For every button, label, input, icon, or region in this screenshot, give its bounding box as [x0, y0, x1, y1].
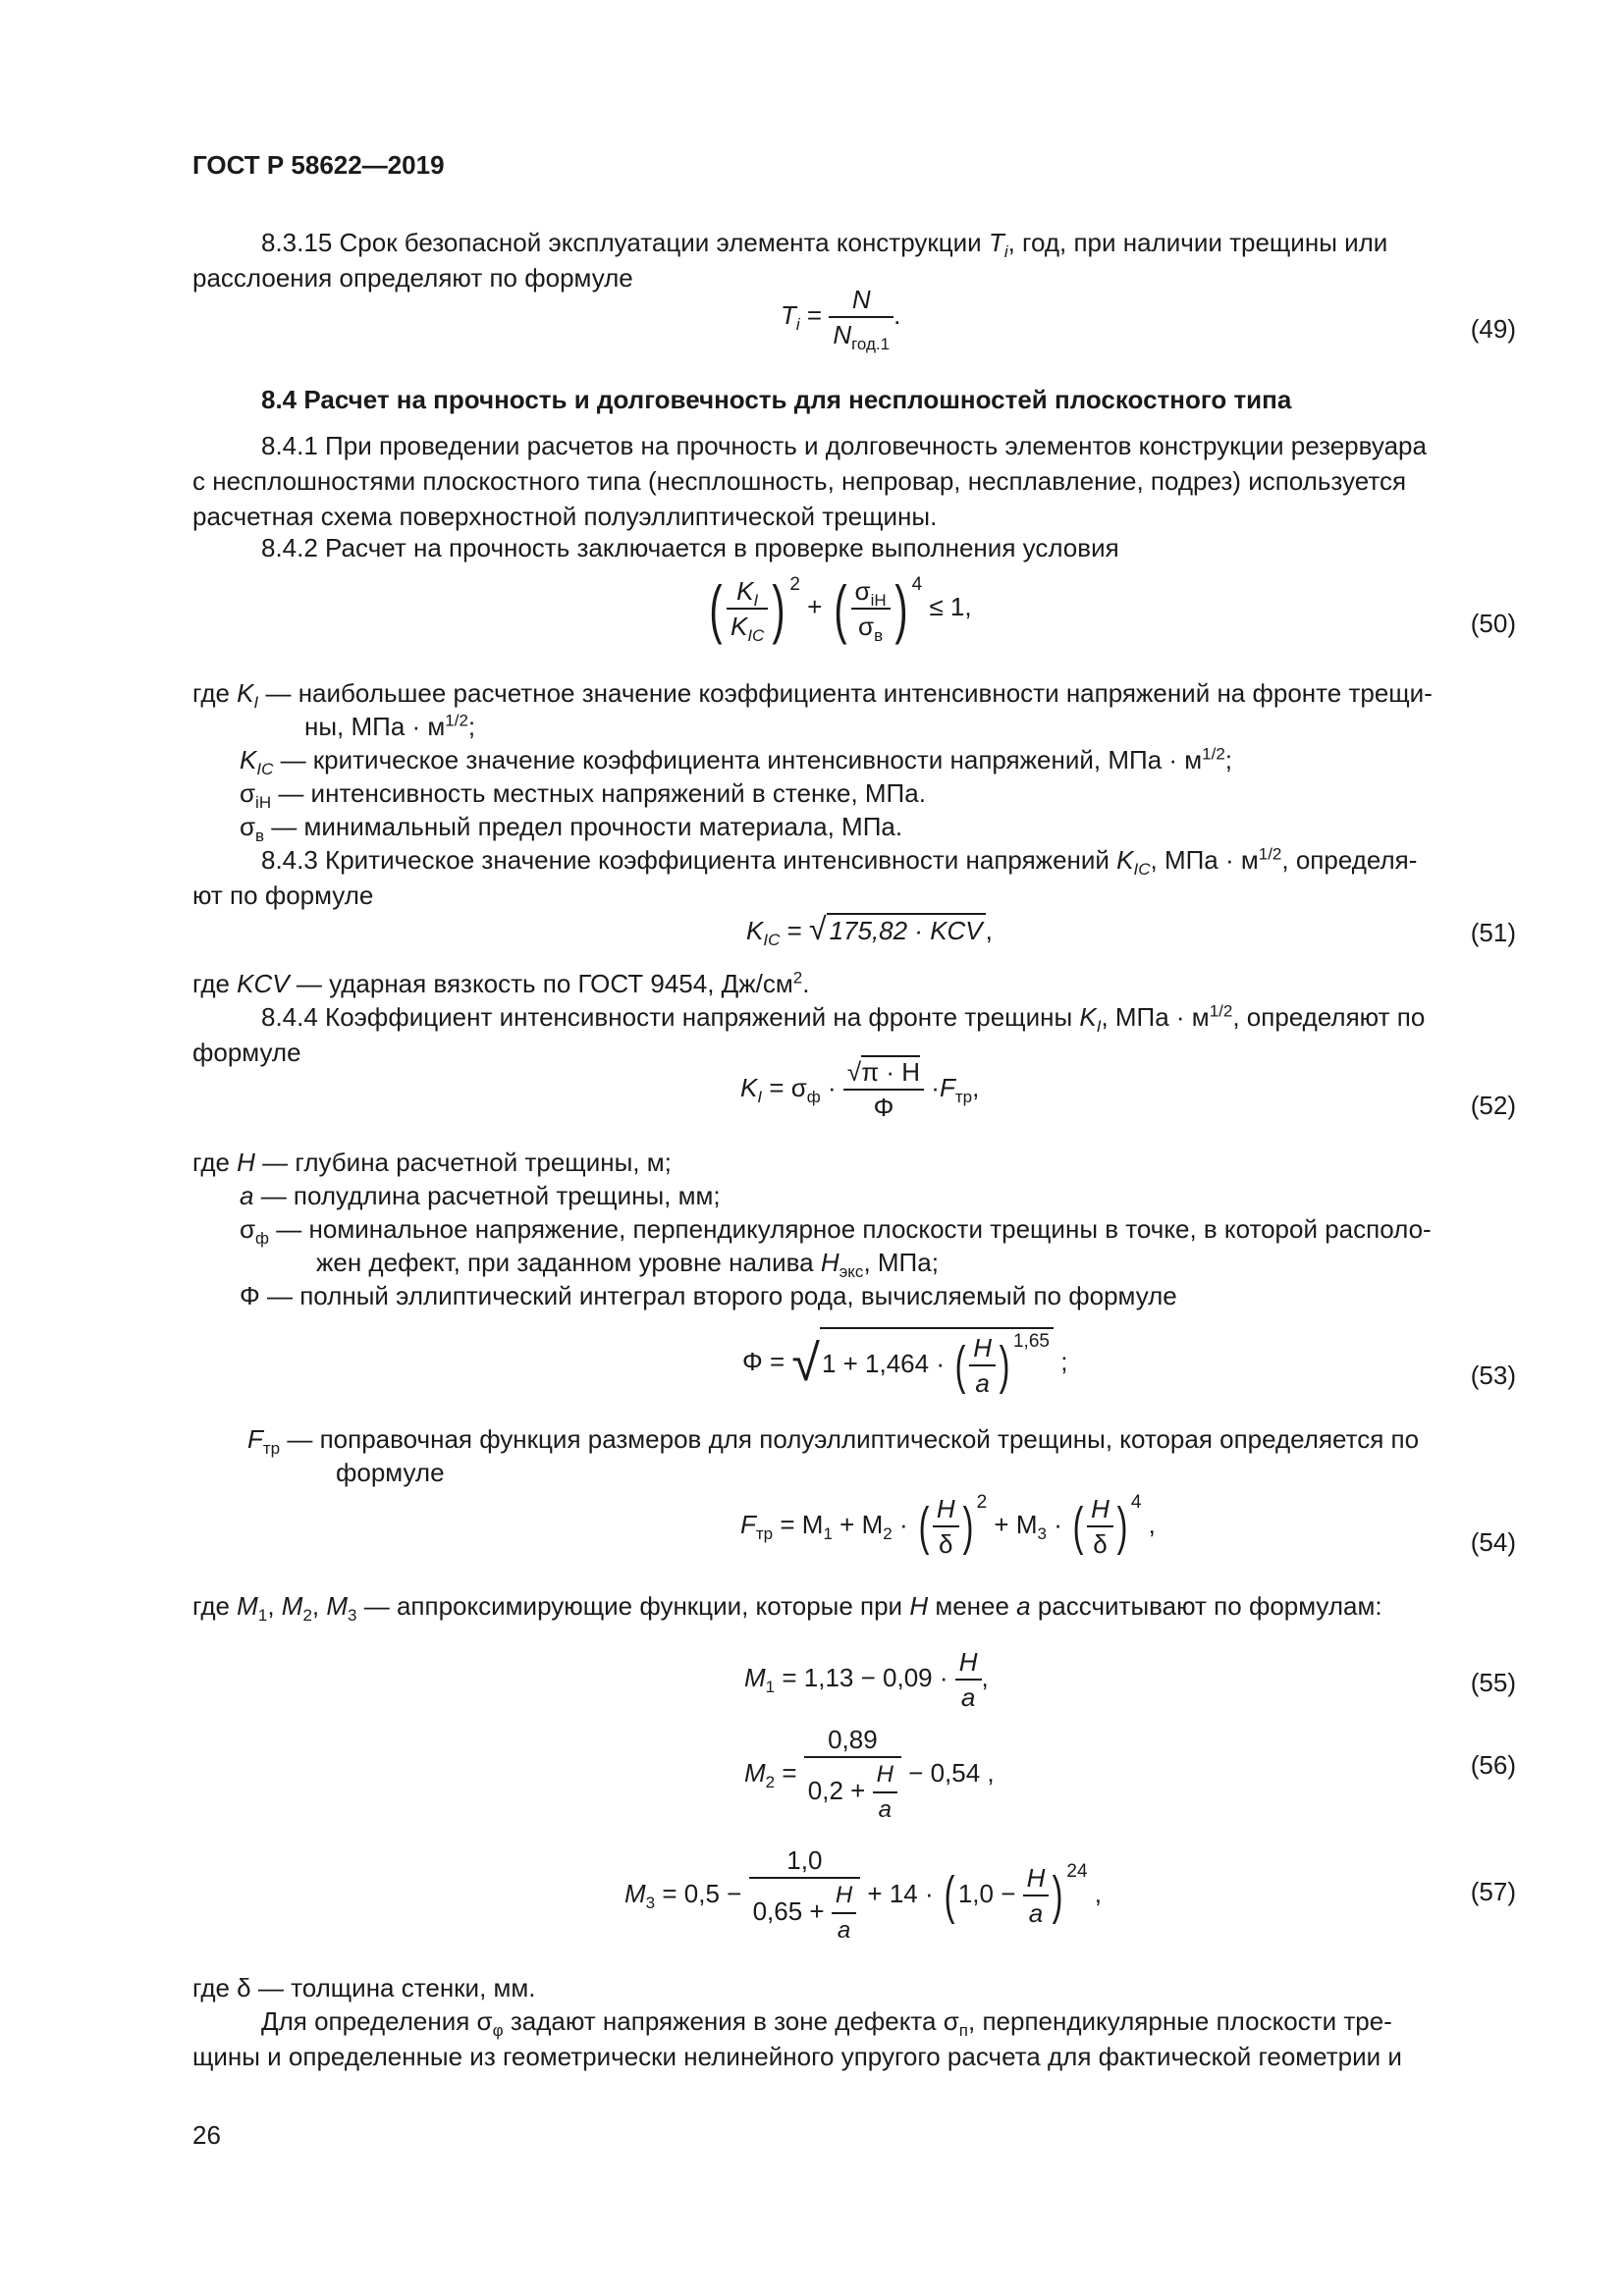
- paragraph-line: 8.3.15 Срок безопасной эксплуатации элемента конструкции $T_i$, год, при наличии трещины или: [261, 228, 1388, 262]
- legend-kic: $K_{IC}$ — критическое значение коэффициента интенсивности напряжений, МПа · $м^{1/2}$;: [240, 744, 1233, 779]
- equation-56: $M_2$ = 0,89 0,2 + $\frac{H}{a}$ − 0,54 ,: [744, 1725, 995, 1823]
- legend-m-functions: где $M_1$, $M_2$, $M_3$ — аппроксимирующие функции, которые при H менее a рассчитывают по формулам:: [192, 1591, 1382, 1626]
- equation-number-54: (54): [1470, 1527, 1516, 1557]
- equation-57: $M_3 = 0,5$ − 1,0 0,65 + $\frac{H}{a}$ + 14 · ( 1,0 − $\frac{H}{a}$ ) $^{24}$ ,: [624, 1845, 1103, 1944]
- equation-55: $M_1 = 1,13 - 0,09$ · $\frac{H}{a}$ ,: [744, 1647, 989, 1712]
- legend-h: где H — глубина расчетной трещины, м;: [192, 1148, 672, 1177]
- paragraph-8-4-1: 8.4.1 При проведении расчетов на прочность и долговечность элементов конструкции резервуара с несплошностями плоскостного типа (несплошность, непровар, несплавление, подрез) используется расчетная схема поверхностной полуэллиптической трещины.: [192, 431, 1427, 531]
- square-root: √ 175,82 · KCV: [809, 911, 986, 948]
- equation-49: $T_i$ = $\frac{N}{N_{год.1}}$ .: [781, 285, 901, 354]
- equation-51: $K_{IC}$ = √ 175,82 · KCV ,: [746, 911, 993, 950]
- legend-kcv: где KCV — ударная вязкость по ГОСТ 9454, $Дж/см^2$.: [192, 968, 810, 998]
- paragraph-8-4-2: 8.4.2 Расчет на прочность заключается в проверке выполнения условия: [261, 533, 1119, 562]
- legend-ftr-cont: формуле: [336, 1458, 445, 1487]
- equation-number-53: (53): [1470, 1361, 1516, 1390]
- paragraph-stress-definition: Для определения $\sigma_\varphi$ задают напряжения в зоне дефекта $\sigma_п$, перпендикулярные плоскости тре- щины и определенные из геометрически нелинейного упругого расчета для фактической геометрии и: [192, 2006, 1402, 2071]
- equation-number-50: (50): [1470, 609, 1516, 638]
- equation-52: $K_I = \sigma_ф$ · $\frac{√\pi \cdot H}{\Phi}$ $\cdot F_{тр}$,: [740, 1057, 980, 1122]
- legend-ki-cont: ны, МПа · $м^{1/2}$;: [304, 711, 476, 741]
- legend-phi: Φ — полный эллиптический интеграл второго рода, вычисляемый по формуле: [240, 1281, 1177, 1310]
- paragraph-8-4-3: 8.4.3 Критическое значение коэффициента интенсивности напряжений $K_{IC}$, МПа · $м^{1/2}$, определя- ют по формуле: [192, 844, 1418, 910]
- paragraph-line: расслоения определяют по формуле: [192, 263, 633, 293]
- legend-delta: где δ — толщина стенки, мм.: [192, 1973, 536, 2002]
- section-heading-8-4: 8.4 Расчет на прочность и долговечность для несплошностей плоскостного типа: [261, 385, 1292, 414]
- equation-number-52: (52): [1470, 1091, 1516, 1120]
- legend-a: a — полудлина расчетной трещины, мм;: [240, 1181, 721, 1210]
- paragraph-8-4-4: 8.4.4 Коэффициент интенсивности напряжений на фронте трещины $K_I$, МПа · $м^{1/2}$, определяют по формуле: [192, 1001, 1426, 1067]
- equation-number-57: (57): [1470, 1877, 1516, 1906]
- page-number: 26: [192, 2120, 221, 2150]
- equation-number-55: (55): [1470, 1668, 1516, 1697]
- legend-sigma-ih: $\sigma_{iH}$ — интенсивность местных напряжений в стенке, МПа.: [240, 778, 926, 813]
- legend-ftr: $F_{тр}$ — поправочная функция размеров для полуэллиптической трещины, которая определяется по: [247, 1424, 1420, 1459]
- legend-sigma-f-cont: жен дефект, при заданном уровне налива $H_{экс}$, МПа;: [316, 1248, 939, 1282]
- equation-53: Φ = √1 + 1,464 · ( $\frac{H}{a}$ ) $^{1,65}$ ;: [742, 1327, 1067, 1400]
- equation-number-56: (56): [1470, 1750, 1516, 1780]
- legend-ki: где $K_I$ — наибольшее расчетное значение коэффициента интенсивности напряжений на фронте трещи-: [192, 678, 1433, 713]
- legend-sigma-v: $\sigma_в$ — минимальный предел прочности материала, МПа.: [240, 812, 903, 846]
- equation-50: ( $\frac{K_I}{K_{IC}}$ ) $^2$ + ( $\frac{\sigma_{iH}}{\sigma_в}$ ) $^4$ ≤ 1,: [709, 572, 972, 646]
- equation-number-51: (51): [1470, 918, 1516, 947]
- equation-number-49: (49): [1470, 314, 1516, 344]
- legend-sigma-f: $\sigma_ф$ — номинальное напряжение, перпендикулярное плоскости трещины в точке, в которой располо-: [240, 1214, 1432, 1249]
- equation-54: $F_{тр} = M_1 + M_2$ · ( $\frac{H}{\delta}$ ) $^2 + M_3$ · ( $\frac{H}{\delta}$ ) $^4$ ,: [740, 1491, 1156, 1559]
- standard-designation: ГОСТ Р 58622—2019: [192, 150, 445, 180]
- fraction: $\frac{N}{N_{год.1}}$: [829, 283, 893, 351]
